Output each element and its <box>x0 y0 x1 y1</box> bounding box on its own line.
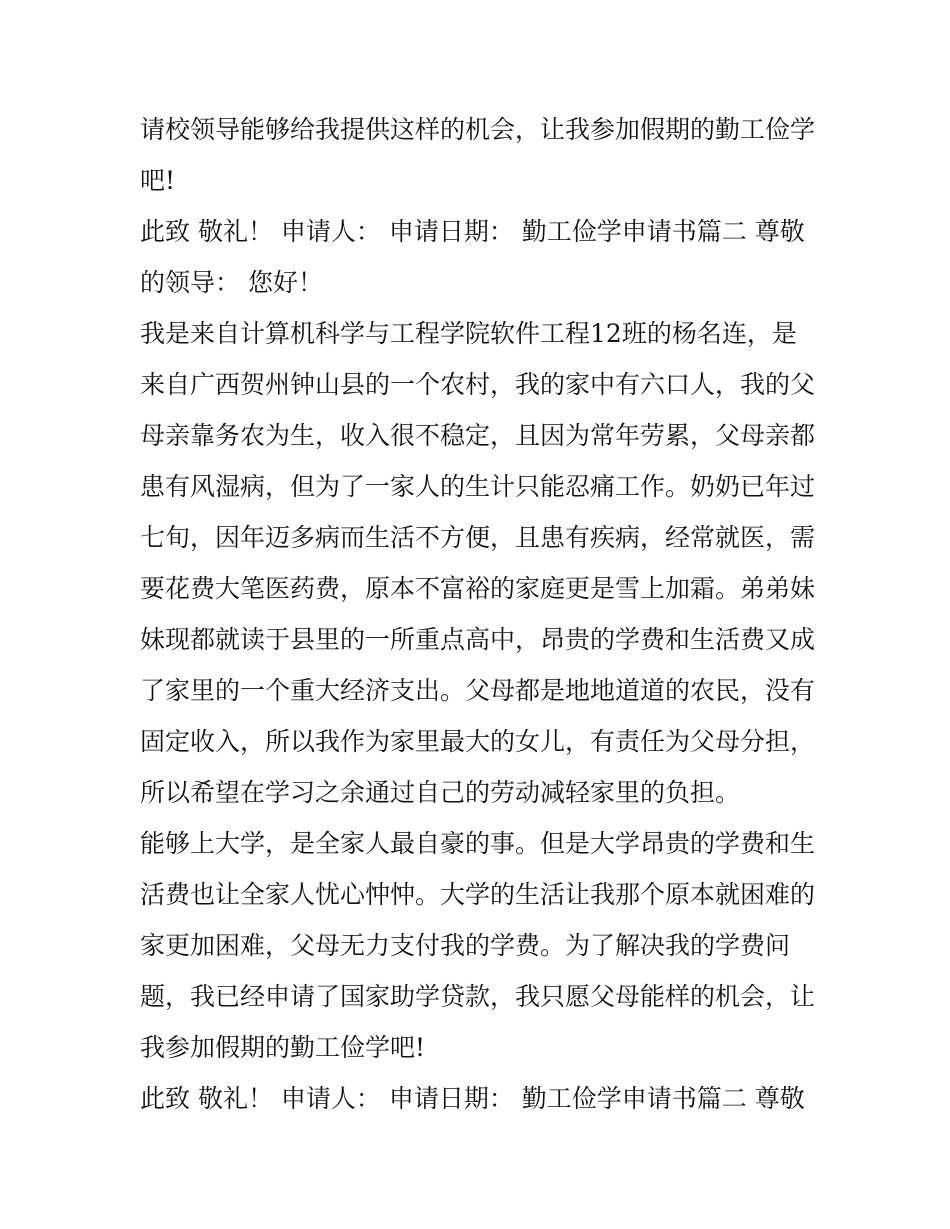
text-line-2: 吧! <box>140 166 176 195</box>
text-line-4: 的领导： 您好！ <box>140 268 323 297</box>
text-line-8: 患有风湿病，但为了一家人的生计只能忍痛工作。奶奶已年过 <box>140 472 816 501</box>
text-line-3: 此致 敬礼！ 申请人： 申请日期： 勤工俭学申请书篇二 尊敬 <box>140 217 805 246</box>
document-body <box>140 104 830 1124</box>
text-line-13: 固定收入，所以我作为家里最大的女儿，有责任为父母分担， <box>140 727 816 756</box>
text-line-7: 母亲靠务农为生，收入很不稳定，且因为常年劳累，父母亲都 <box>140 421 816 450</box>
text-line-12: 了家里的一个重大经济支出。父母都是地地道道的农民，没有 <box>140 676 816 705</box>
text-line-18: 题，我已经申请了国家助学贷款，我只愿父母能样的机会，让 <box>140 982 816 1011</box>
text-line-10: 要花费大笔医药费，原本不富裕的家庭更是雪上加霜。弟弟妹 <box>140 574 816 603</box>
text-line-14: 所以希望在学习之余通过自己的劳动减轻家里的负担。 <box>140 778 741 807</box>
text-line-9: 七旬，因年迈多病而生活不方便，且患有疾病，经常就医，需 <box>140 523 816 552</box>
text-line-19: 我参加假期的勤工俭学吧! <box>140 1033 426 1062</box>
text-line-1: 请校领导能够给我提供这样的机会，让我参加假期的勤工俭学 <box>140 115 816 144</box>
text-line-6: 来自广西贺州钟山县的一个农村，我的家中有六口人，我的父 <box>140 370 816 399</box>
text-line-17: 家更加困难，父母无力支付我的学费。为了解决我的学费问 <box>140 931 791 960</box>
text-line-5: 我是来自计算机科学与工程学院软件工程12班的杨名连，是 <box>140 319 797 348</box>
text-line-11: 妹现都就读于县里的一所重点高中，昂贵的学费和生活费又成 <box>140 625 816 654</box>
text-line-15: 能够上大学，是全家人最自豪的事。但是大学昂贵的学费和生 <box>140 829 816 858</box>
text-line-20: 此致 敬礼！ 申请人： 申请日期： 勤工俭学申请书篇二 尊敬 <box>140 1084 805 1113</box>
text-line-16: 活费也让全家人忧心忡忡。大学的生活让我那个原本就困难的 <box>140 880 816 909</box>
